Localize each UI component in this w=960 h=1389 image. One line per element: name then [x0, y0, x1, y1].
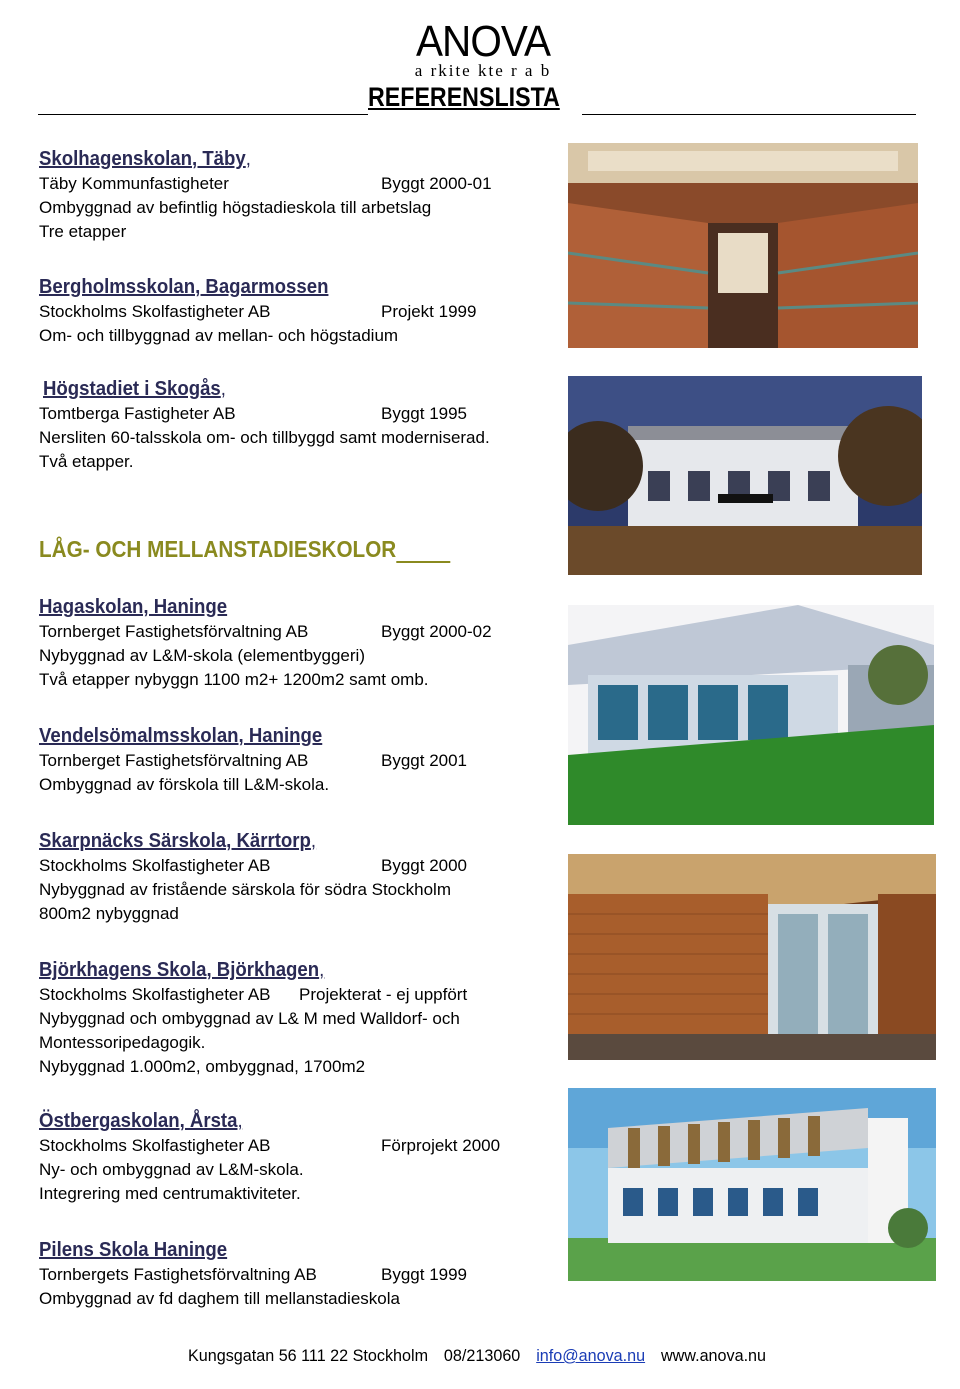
- reference-heading: Bergholmsskolan, Bagarmossen: [39, 276, 329, 298]
- reference-skolhagenskolan: [39, 146, 559, 244]
- page-footer: [188, 1346, 777, 1366]
- reference-line: Ombyggnad av förskola till L&M-skola.: [39, 775, 330, 794]
- reference-line: Nybyggnad av L&M-skola (elementbyggeri): [39, 646, 365, 665]
- reference-heading: Skarpnäcks Särskola, Kärrtorp,: [39, 830, 317, 852]
- category-heading: LÅG- OCH MELLANSTADIESKOLOR: [39, 536, 450, 563]
- reference-line: Stockholms Skolfastigheter AB Projekt 1999: [39, 302, 477, 321]
- reference-ostbergaskolan: [39, 1108, 559, 1206]
- reference-bjorkhagens-skola: [39, 957, 559, 1079]
- reference-line: Tornberget Fastighetsförvaltning AB Byggt 2001: [39, 751, 468, 770]
- reference-bergholmsskolan: [39, 274, 559, 348]
- reference-line: Ombyggnad av befintlig högstadieskola till arbetslag: [39, 198, 432, 217]
- reference-line: 800m2 nybyggnad: [39, 904, 179, 923]
- footer-email-link[interactable]: info@anova.nu: [536, 1346, 646, 1365]
- reference-line: Integrering med centrumaktiviteter.: [39, 1184, 301, 1203]
- footer-address: Kungsgatan 56 111 22 Stockholm: [188, 1346, 429, 1365]
- reference-line: Montessoripedagogik.: [39, 1033, 206, 1052]
- logo-subtitle: a rkite kte r a b: [414, 61, 552, 80]
- reference-heading: Pilens Skola Haninge: [39, 1239, 228, 1261]
- reference-line: Nybyggnad av fristående särskola för södra Stockholm: [39, 880, 451, 899]
- reference-line: Nybyggnad 1.000m2, ombyggnad, 1700m2: [39, 1057, 366, 1076]
- reference-line: Stockholms Skolfastigheter AB Byggt 2000: [39, 856, 468, 875]
- reference-hagaskolan: [39, 594, 559, 692]
- reference-heading: Högstadiet i Skogås,: [43, 378, 226, 400]
- reference-line: Två etapper.: [39, 452, 134, 471]
- photo-hagaskolan: [568, 605, 934, 825]
- reference-heading: Björkhagens Skola, Björkhagen,: [39, 959, 325, 981]
- reference-line: Stockholms Skolfastigheter AB Projekterat - ej uppfört: [39, 985, 468, 1004]
- reference-line: Tornbergets Fastighetsförvaltning AB Byggt 1999: [39, 1265, 468, 1284]
- reference-heading: Östbergaskolan, Årsta,: [39, 1110, 243, 1132]
- logo-wordmark: ANOVA: [415, 17, 551, 66]
- reference-line: Nybyggnad och ombyggnad av L& M med Walldorf- och: [39, 1009, 460, 1028]
- reference-skarpnacks-sarskola: [39, 828, 559, 926]
- page-title: REFERENSLISTA: [368, 82, 560, 112]
- title-underline-left: [38, 114, 368, 115]
- reference-pilens-skola: [39, 1237, 559, 1311]
- photo-school-atrium: [568, 143, 918, 348]
- reference-heading: Hagaskolan, Haninge: [39, 596, 228, 618]
- reference-line: Två etapper nybyggn 1100 m2+ 1200m2 samt omb.: [39, 670, 429, 689]
- reference-line: Tre etapper: [39, 222, 127, 241]
- reference-vendelsomalmsskolan: [39, 723, 559, 797]
- reference-heading: Vendelsömalmsskolan, Haninge: [39, 725, 323, 747]
- reference-hogstadiet-skogas: [39, 376, 563, 474]
- reference-line: Täby Kommunfastigheter Byggt 2000-01: [39, 174, 492, 193]
- reference-line: Tornberget Fastighetsförvaltning AB Byggt 2000-02: [39, 622, 492, 641]
- photo-ostbergaskolan-rendering: [568, 1088, 936, 1281]
- reference-line: Ny- och ombyggnad av L&M-skola.: [39, 1160, 304, 1179]
- title-underline-right: [582, 114, 916, 115]
- footer-phone: 08/213060: [443, 1346, 521, 1365]
- reference-line: Stockholms Skolfastigheter AB Förprojekt 2000: [39, 1136, 501, 1155]
- page-title-row: [38, 82, 916, 116]
- reference-heading: Skolhagenskolan, Täby,: [39, 148, 251, 170]
- footer-website[interactable]: www.anova.nu: [660, 1346, 767, 1365]
- reference-line: Om- och tillbyggnad av mellan- och högstadium: [39, 326, 399, 345]
- reference-line: Ombyggnad av fd daghem till mellanstadieskola: [39, 1289, 400, 1308]
- photo-skarpnacks-interior: [568, 854, 936, 1060]
- reference-line: Tomtberga Fastigheter AB Byggt 1995: [39, 404, 468, 423]
- company-logo: [408, 17, 558, 80]
- photo-school-exterior-winter: [568, 376, 922, 575]
- reference-line: Nersliten 60-talsskola om- och tillbyggd samt moderniserad.: [39, 428, 490, 447]
